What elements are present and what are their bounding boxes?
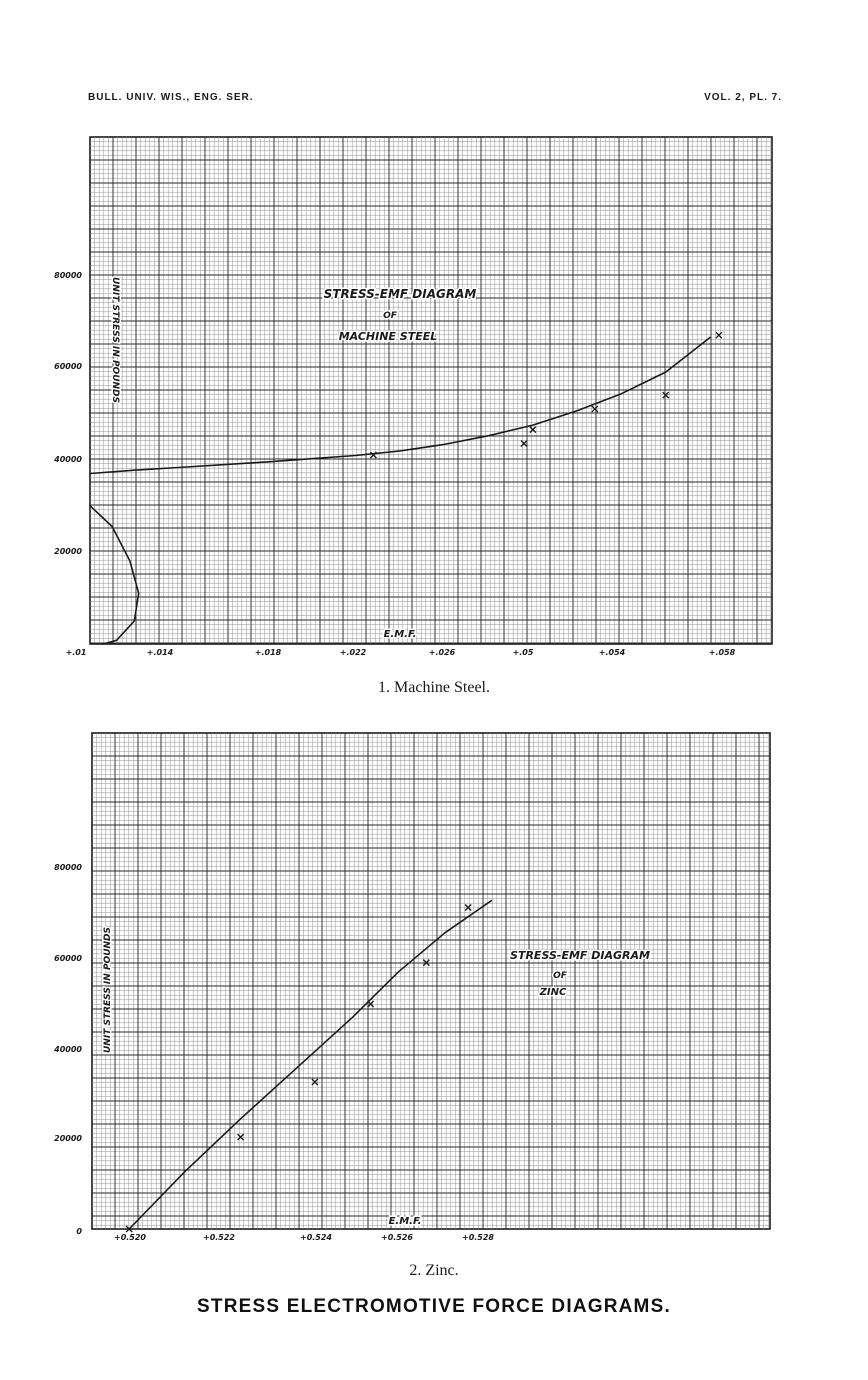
- x-tick-label: +.018: [254, 648, 282, 657]
- plot-frame: [92, 733, 770, 1229]
- chart-grid: [92, 733, 770, 1229]
- x-tick-label: +.014: [146, 648, 174, 657]
- chart-title-of: OF: [553, 971, 567, 981]
- y-tick-labels: [53, 863, 82, 1236]
- chart-title-subject: MACHINE STEEL: [338, 330, 438, 343]
- y-tick-label: 80000: [54, 271, 82, 280]
- x-axis-label: E.M.F.: [388, 1216, 422, 1227]
- x-tick-label: +0.528: [461, 1233, 495, 1242]
- figure-caption-machine-steel: 1. Machine Steel.: [378, 679, 490, 696]
- x-tick-label: +.054: [598, 648, 626, 657]
- chart-title: STRESS-EMF DIAGRAM: [510, 949, 650, 962]
- x-tick-label: +0.524: [299, 1233, 333, 1242]
- x-tick-label: +0.526: [380, 1233, 414, 1242]
- x-tick-label: +.058: [708, 648, 736, 657]
- y-axis-label: UNIT STRESS IN POUNDS: [110, 277, 120, 403]
- x-tick-labels: [114, 1233, 494, 1242]
- y-tick-label: 80000: [54, 863, 82, 872]
- x-tick-label: +.022: [339, 648, 367, 657]
- chart-title-of: OF: [383, 311, 397, 321]
- y-tick-label: 0: [76, 1227, 82, 1236]
- x-tick-label: +.05: [512, 648, 534, 657]
- running-header-right: VOL. 2, PL. 7.: [704, 92, 782, 103]
- running-header-left: BULL. UNIV. WIS., ENG. SER.: [88, 92, 254, 103]
- y-tick-label: 40000: [54, 455, 82, 464]
- figure-caption-zinc: 2. Zinc.: [409, 1262, 459, 1279]
- x-tick-label: +0.522: [202, 1233, 236, 1242]
- y-tick-label: 40000: [54, 1045, 82, 1054]
- chart-title: STRESS-EMF DIAGRAM: [323, 287, 477, 301]
- x-tick-label: +0.520: [113, 1233, 147, 1242]
- chart-title-subject: ZINC: [539, 987, 567, 998]
- y-tick-label: 60000: [54, 362, 82, 371]
- x-tick-label: +.01: [65, 648, 87, 657]
- y-axis-label: UNIT STRESS IN POUNDS: [103, 927, 113, 1053]
- plate-title: STRESS ELECTROMOTIVE FORCE DIAGRAMS.: [197, 1296, 671, 1317]
- y-tick-label: 60000: [54, 954, 82, 963]
- x-tick-label: +.026: [428, 648, 456, 657]
- y-tick-label: 20000: [54, 1134, 82, 1143]
- y-tick-label: 20000: [54, 547, 82, 556]
- x-axis-label: E.M.F.: [383, 629, 417, 640]
